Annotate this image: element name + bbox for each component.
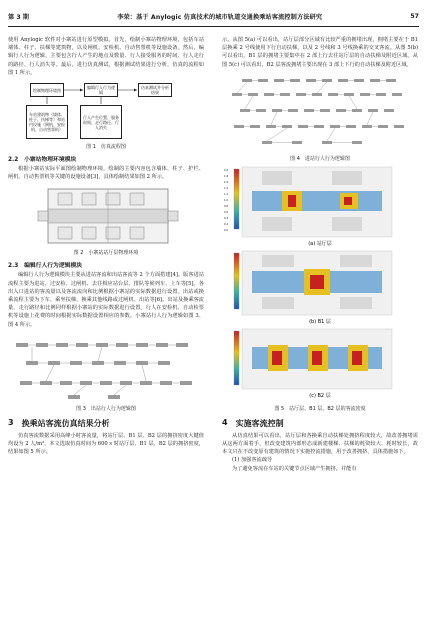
- legend-tick: 1.6: [224, 180, 229, 184]
- section-2-2-paragraph: 根据小寨站实际平面图绘制物理环境，绘制的主要内容包含墙体、柱子、护栏、闸机、自动售票机等关键的设施设备[3]，具体绘制结果如图 2 所示。: [8, 166, 204, 181]
- legend-tick: 0.2: [224, 222, 229, 226]
- issue-number: 第 3 期: [8, 13, 29, 21]
- flow-box-pedestrian: 行人产生位置、服务时间、走行路径、行人消失: [80, 105, 122, 139]
- legend-tick: 1.4: [224, 186, 229, 190]
- section-2-2-title: 2.2 小寨站物理环境模块: [8, 157, 77, 164]
- section-3-title: 换乘站客流仿真结果分析: [21, 418, 110, 428]
- legend-tick: 0.4: [224, 216, 229, 220]
- legend-tick: 1.2: [224, 192, 229, 196]
- section-4-number: 4: [222, 417, 228, 427]
- heatmap-b2: [234, 329, 392, 389]
- subsection-4-1-paragraph: 为了避免客流在车站的关键节点区域产生拥挤，并能有: [232, 465, 357, 472]
- legend-tick: 0.6: [224, 210, 229, 214]
- figure-3-caption: 图 3 出站行人行为逻辑图: [76, 405, 136, 412]
- running-title: 李荣：基于 Anylogic 仿真技术的城市轨道交通换乘站客流控制方法研究: [117, 13, 323, 21]
- paragraph-intro: 使用 Anylogic 软件对小寨站进行原型模拟。首先，绘制小寨站物理环境，包括车站墙体、柱子、扶梯等建筑物，以及闸机、安检机、自动售票机等设施设备。然后，编辑行人行为逻辑，主要包含行人产生的地点及数量、行人接受服务的时间、行人走行的路径、行人消失等。最后，进行仿真测试，根据测试结果进行分析。仿真的流程如图 1 所示。: [8, 37, 204, 76]
- exit-logic-diagram: [8, 333, 204, 403]
- subcaption-b: (b) B1 层: [309, 318, 331, 325]
- density-heatmaps: [222, 165, 418, 403]
- legend-tick: 0.0: [224, 228, 229, 232]
- subsection-4-1-title: (1) 加强客流疏导: [232, 457, 273, 464]
- figure-5: [222, 165, 418, 403]
- section-4-title: 实施客流控制: [235, 418, 284, 428]
- flow-box-facilities: 车站建筑物（墙体、柱子、扶梯等）和站内设施（闸机、安检机、自动售票机）: [26, 105, 68, 139]
- heatmap-b1: [234, 251, 392, 315]
- subcaption-a: (a) 站厅层: [308, 240, 332, 247]
- station-hall-floorplan: [8, 185, 204, 247]
- section-4-heading: [222, 418, 418, 429]
- legend-ticks: [224, 168, 228, 232]
- page-number: 57: [410, 12, 419, 20]
- flow-box-test: 仿真测试并分析结果: [138, 83, 172, 97]
- legend-tick: 0.8: [224, 204, 229, 208]
- section-4-paragraph: 从仿真结果可以看出，站厅层和各换乘自动扶梯处拥挤程度较大，故改善拥堵需从这两方面着手。但改变建筑内部形态成新建楼梯、扶梯的耗资较大、耗时较长，故本文只在不改变原有建筑的情况下实施控流措施，用于改善拥挤，具体措施如下。: [222, 432, 418, 456]
- section-3-number: 3: [8, 417, 14, 427]
- legend-tick: 1.8: [224, 174, 229, 178]
- figure-3: [8, 333, 204, 403]
- running-header: [8, 8, 419, 24]
- figure-4-caption: 图 4 进站行人行为逻辑图: [290, 155, 350, 162]
- figure-4: [222, 73, 418, 153]
- subcaption-c: (c) B2 层: [309, 392, 331, 399]
- section-2-3-paragraph: 编辑行人行为逻辑模块主要从进站客流和出站客流等 2 个方面搭建[4]。版客进站流程主要为进站、过安检、过闸机、去往相应站台层、排队等候列车、上车等[5]。各出入口进站的客流量以及客流流向和比例根据小寨站的实际数据进行设置。出站或换乘流程主要为下车、乘坐扶梯、换乘其他线路或过闸机、出站等[6]。出站及换乘客流量、走行路径和比例同样根据小寨站的实际数据进行设置。行人在安检机、自动检票机等设施上花费的时间根据实际数据设置相应的参数。小寨站行人行为逻辑如图 3、图 4 所示。: [8, 272, 204, 328]
- legend-tick: 2.0: [224, 168, 229, 172]
- flow-box-physical: 绘制物理环境图: [30, 83, 64, 97]
- flow-box-behavior: 编辑行人行为逻辑: [84, 83, 118, 97]
- heatmap-hall: [234, 167, 392, 237]
- section-2-3-title: 2.3 编辑行人行为逻辑模块: [8, 263, 83, 270]
- section-3-heading: [8, 418, 204, 429]
- figure-2-caption: 图 2 小寨站站厅层物理环境: [73, 250, 139, 257]
- header-rule: [8, 26, 419, 27]
- flow-arrows: [8, 81, 204, 141]
- figure-1: [8, 81, 204, 141]
- paragraph-results: 示。从图 5(a) 可以看出，站厅层部分区域有比较严重的拥堵出现，拥堵主要在于 B1 层换乘 2 号线使用下行自动扶梯，以及 2 号线和 3 号线换乘的交叉客流。从图 5(b) 可以看出，B1 层的拥堵主要集中在 2 部上行去往站厅层的自动扶梯及附近区域。从图 5(c) 可以看出，B2 层客流拥堵主要出现在 3 部上下行的自动扶梯及附近区域。: [222, 37, 418, 68]
- figure-5-caption: 图 5 站厅层、B1 层、B2 层的客流密度: [274, 405, 366, 412]
- figure-1-caption: 图 1 仿真流程图: [86, 144, 126, 151]
- figure-2: [8, 185, 204, 247]
- section-3-paragraph: 仿真客流数据采用高峰小时客流量，将站厅层、B1 层、B2 层的拥挤密度大键值均设为 2 人/m²，本文选取仿真时间为 600 s 时站厅层、B1 层、B2 层的拥挤密度，结果如图 5 所示。: [8, 432, 204, 456]
- legend-tick: 1.0: [224, 198, 229, 202]
- entry-logic-diagram: [222, 73, 418, 153]
- left-column: [8, 36, 204, 456]
- right-column: [222, 36, 418, 473]
